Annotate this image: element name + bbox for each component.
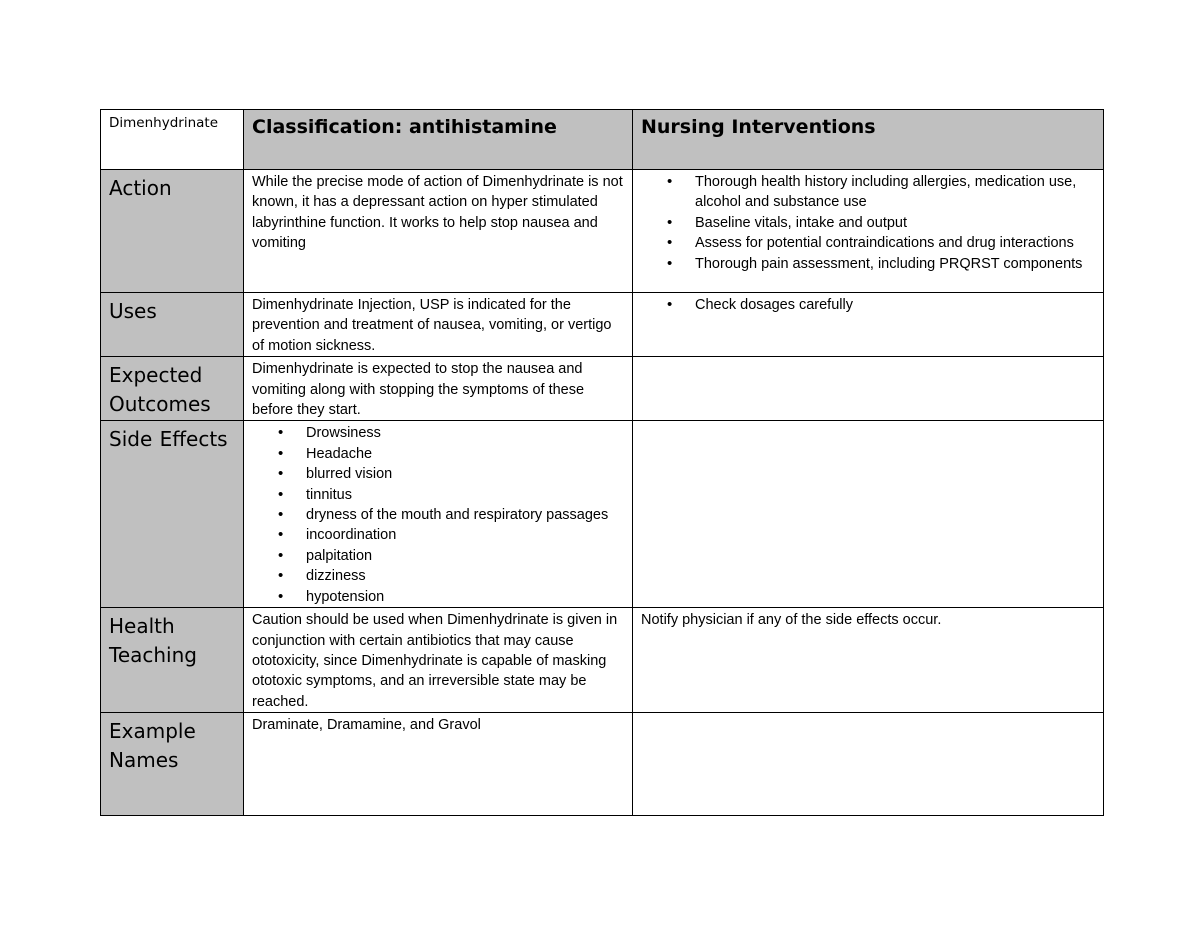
drug-name-cell [101,110,244,170]
uses-interventions [633,293,1104,357]
health-teaching-label: Health Teaching [101,608,244,713]
action-interventions-list [641,172,1095,274]
uses-interventions-list [641,295,1095,315]
expected-outcomes-text: Dimenhydrinate is expected to stop the nausea and vomiting along with stopping the symptoms of these before they start. [244,357,633,421]
example-names-text: Draminate, Dramamine, and Gravol [244,713,633,816]
side-effects-interventions [633,421,1104,608]
interventions-header: Nursing Interventions [633,110,1104,170]
list-item: • Check dosages carefully [695,295,1095,315]
example-names-label: Example Names [101,713,244,816]
uses-text: Dimenhydrinate Injection, USP is indicated for the prevention and treatment of nausea, vomiting, or vertigo of motion sickness. [244,293,633,357]
header-row [101,110,1104,170]
classification-header: Classification: antihistamine [244,110,633,170]
health-teaching-row [101,608,1104,713]
expected-outcomes-label: Expected Outcomes [101,357,244,421]
uses-label: Uses [101,293,244,357]
list-item: • Thorough health history including allergies, medication use, alcohol and substance use [695,172,1095,213]
list-item: • palpitation [306,546,624,566]
list-item: • Drowsiness [306,423,624,443]
drug-name: Dimenhydrinate [109,115,219,131]
expected-outcomes-interventions [633,357,1104,421]
action-label: Action [101,170,244,293]
expected-outcomes-row [101,357,1104,421]
list-item: • Thorough pain assessment, including PRQRST components [695,254,1095,274]
list-item: • Baseline vitals, intake and output [695,213,1095,233]
side-effects-cell [244,421,633,608]
list-item: • dryness of the mouth and respiratory passages [306,505,624,525]
side-effects-list [252,423,624,607]
action-text: While the precise mode of action of Dimenhydrinate is not known, it has a depressant action on hyper stimulated labyrinthine function. It works to help stop nausea and vomiting [244,170,633,293]
side-effects-row [101,421,1104,608]
list-item: • Headache [306,444,624,464]
list-item: • incoordination [306,525,624,545]
drug-card-table [100,109,1104,816]
list-item: • Assess for potential contraindications and drug interactions [695,233,1095,253]
list-item: • blurred vision [306,464,624,484]
action-interventions [633,170,1104,293]
example-names-row [101,713,1104,816]
action-row [101,170,1104,293]
health-teaching-intervention: Notify physician if any of the side effects occur. [633,608,1104,713]
list-item: • dizziness [306,566,624,586]
list-item: • tinnitus [306,485,624,505]
uses-row [101,293,1104,357]
list-item: • hypotension [306,587,624,607]
health-teaching-text: Caution should be used when Dimenhydrinate is given in conjunction with certain antibiotics that may cause ototoxicity, since Dimenhydrinate is capable of masking ototoxic symptoms, and an irreversible state may be reached. [244,608,633,713]
side-effects-label: Side Effects [101,421,244,608]
example-names-interventions [633,713,1104,816]
